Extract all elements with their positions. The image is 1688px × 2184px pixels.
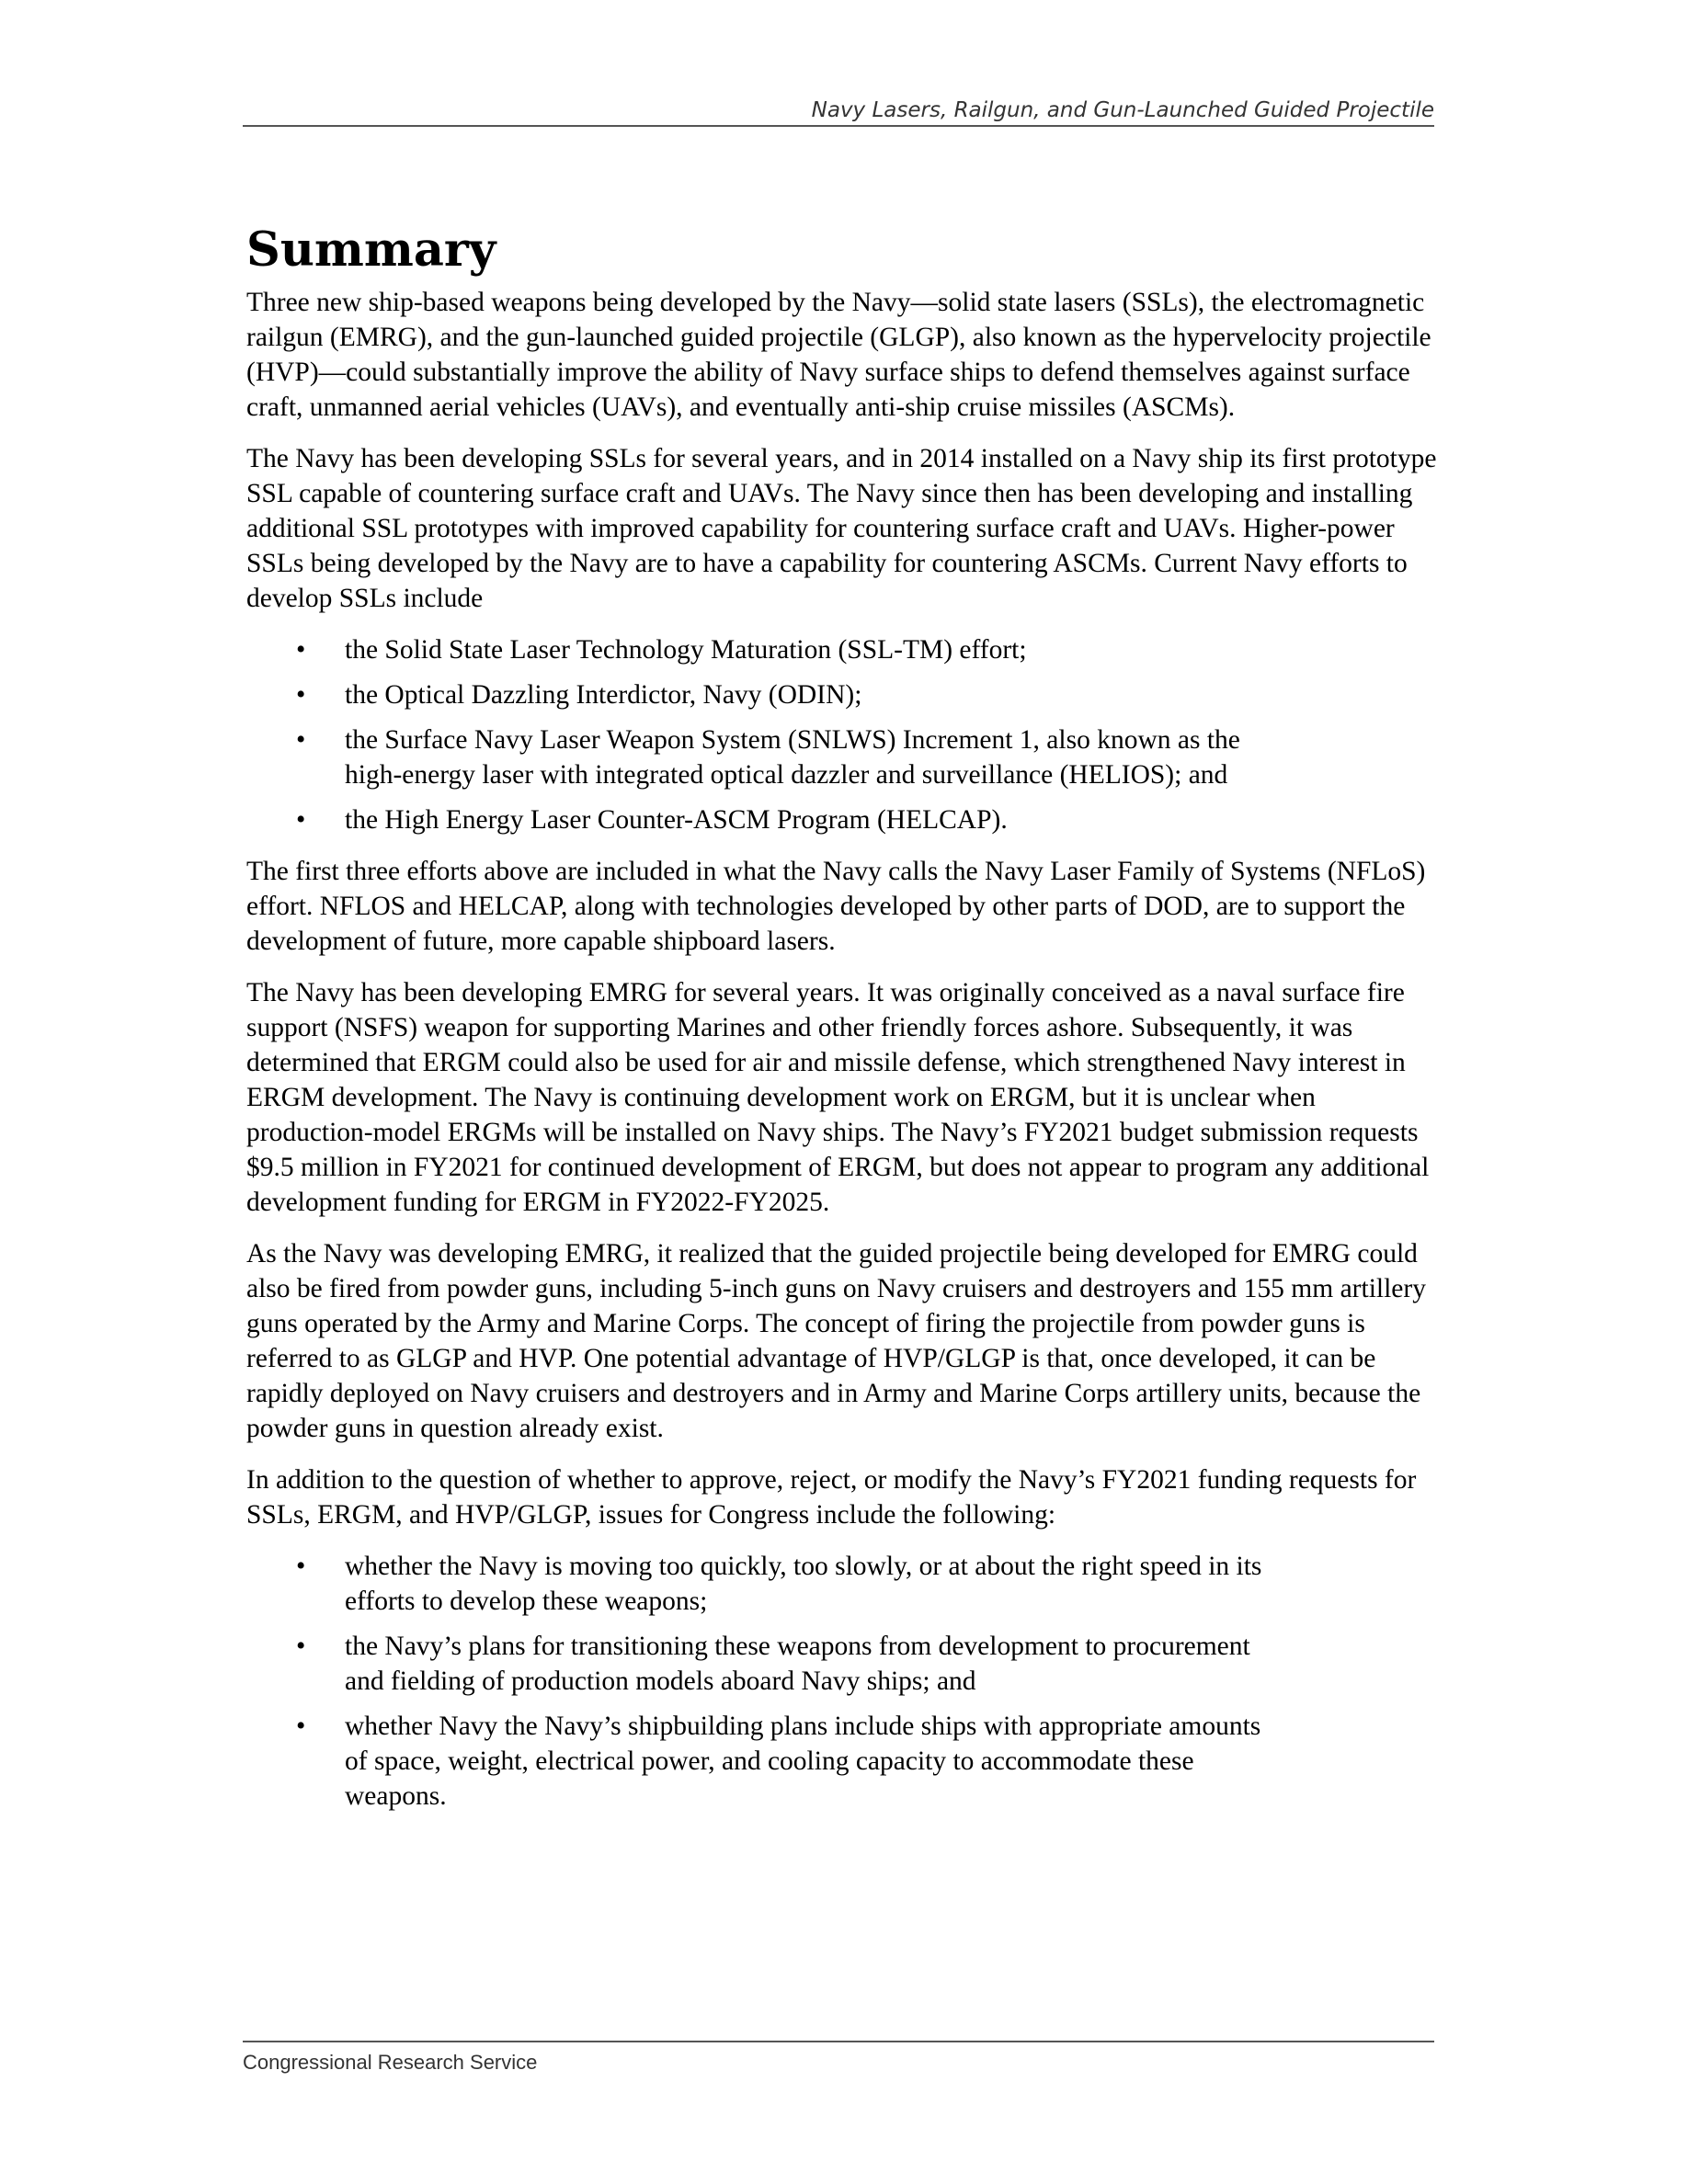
summary-paragraph-2: The Navy has been developing SSLs for several years, and in 2014 installed on a Navy ship its first prototype SSL capable of countering surface craft and UAVs. The Navy since then has been developing and installing additional SSL prototypes with improved capability for countering surface craft and UAVs. Higher-power SSLs being developed by the Navy are to have a capability for countering ASCMs. Current Navy efforts to develop SSLs include (246, 444, 1437, 613)
bullet-icon: • (296, 1712, 306, 1741)
bullet-icon: • (296, 1632, 306, 1661)
section-heading: Summary (246, 222, 496, 278)
list-item (246, 802, 1284, 837)
summary-paragraph-5: As the Navy was developing EMRG, it realized that the guided projectile being developed for EMRG could also be fired from powder guns, including 5-inch guns on Navy cruisers and destroyers and 155 mm artillery guns operated by the Army and Marine Corps. The concept of firing the projectile from powder guns is referred to as GLGP and HVP. One potential advantage of HVP/GLGP is that, once developed, it can be rapidly deployed on Navy cruisers and destroyers and in Army and Marine Corps artillery units, because the powder guns in question already exist. (246, 1239, 1426, 1443)
summary-section (246, 217, 1438, 1830)
summary-paragraph-1: Three new ship-based weapons being developed by the Navy—solid state lasers (SSLs), the electromagnetic railgun (EMRG), and the gun-launched guided projectile (GLGP), also known as the hypervelocity projectile (HVP)—could substantially improve the ability of Navy surface ships to defend themselves against surface craft, unmanned aerial vehicles (UAVs), and eventually anti-ship cruise missiles (ASCMs). (246, 288, 1431, 422)
list-item (246, 722, 1284, 792)
summary-paragraph-3: The first three efforts above are included in what the Navy calls the Navy Laser Family of Systems (NFLoS) effort. NFLOS and HELCAP, along with technologies developed by other parts of DOD, are to support the development of future, more capable shipboard lasers. (246, 857, 1426, 956)
congress-issues-list (246, 1549, 1438, 1814)
list-item-text: whether Navy the Navy’s shipbuilding plans include ships with appropriate amounts of space, weight, electrical power, and cooling capacity to accommodate these weapons. (345, 1712, 1261, 1811)
list-item-text: the Optical Dazzling Interdictor, Navy (ODIN); (345, 680, 862, 710)
ssl-efforts-list (246, 632, 1438, 837)
list-item (246, 1549, 1284, 1619)
list-item-text: whether the Navy is moving too quickly, too slowly, or at about the right speed in its efforts to develop these weapons; (345, 1552, 1262, 1616)
bullet-icon: • (296, 635, 306, 665)
bullet-icon: • (296, 725, 306, 755)
list-item (246, 632, 1284, 667)
bullet-icon: • (296, 680, 306, 710)
list-item (246, 1709, 1284, 1814)
bullet-icon: • (296, 1552, 306, 1581)
list-item (246, 1629, 1284, 1699)
running-header: Navy Lasers, Railgun, and Gun-Launched Guided Projectile (243, 96, 1434, 127)
bullet-icon: • (296, 805, 306, 835)
list-item (246, 677, 1284, 712)
running-footer: Congressional Research Service (243, 2041, 1434, 2076)
list-item-text: the Surface Navy Laser Weapon System (SNLWS) Increment 1, also known as the high-energy laser with integrated optical dazzler and surveillance (HELIOS); and (345, 725, 1240, 790)
summary-paragraph-4: The Navy has been developing EMRG for several years. It was originally conceived as a naval surface fire support (NSFS) weapon for supporting Marines and other friendly forces ashore. Subsequently, it was determined that ERGM could also be used for air and missile defense, which strengthened Navy interest in ERGM development. The Navy is continuing development work on ERGM, but it is unclear when production-model ERGMs will be installed on Navy ships. The Navy’s FY2021 budget submission requests $9.5 million in FY2021 for continued development of ERGM, but does not appear to program any additional development funding for ERGM in FY2022-FY2025. (246, 978, 1430, 1217)
list-item-text: the High Energy Laser Counter-ASCM Program (HELCAP). (345, 805, 1008, 835)
summary-paragraph-6: In addition to the question of whether to approve, reject, or modify the Navy’s FY2021 funding requests for SSLs, ERGM, and HVP/GLGP, issues for Congress include the following: (246, 1465, 1417, 1530)
list-item-text: the Solid State Laser Technology Maturation (SSL-TM) effort; (345, 635, 1027, 665)
list-item-text: the Navy’s plans for transitioning these weapons from development to procurement and fielding of production models aboard Navy ships; and (345, 1632, 1250, 1696)
